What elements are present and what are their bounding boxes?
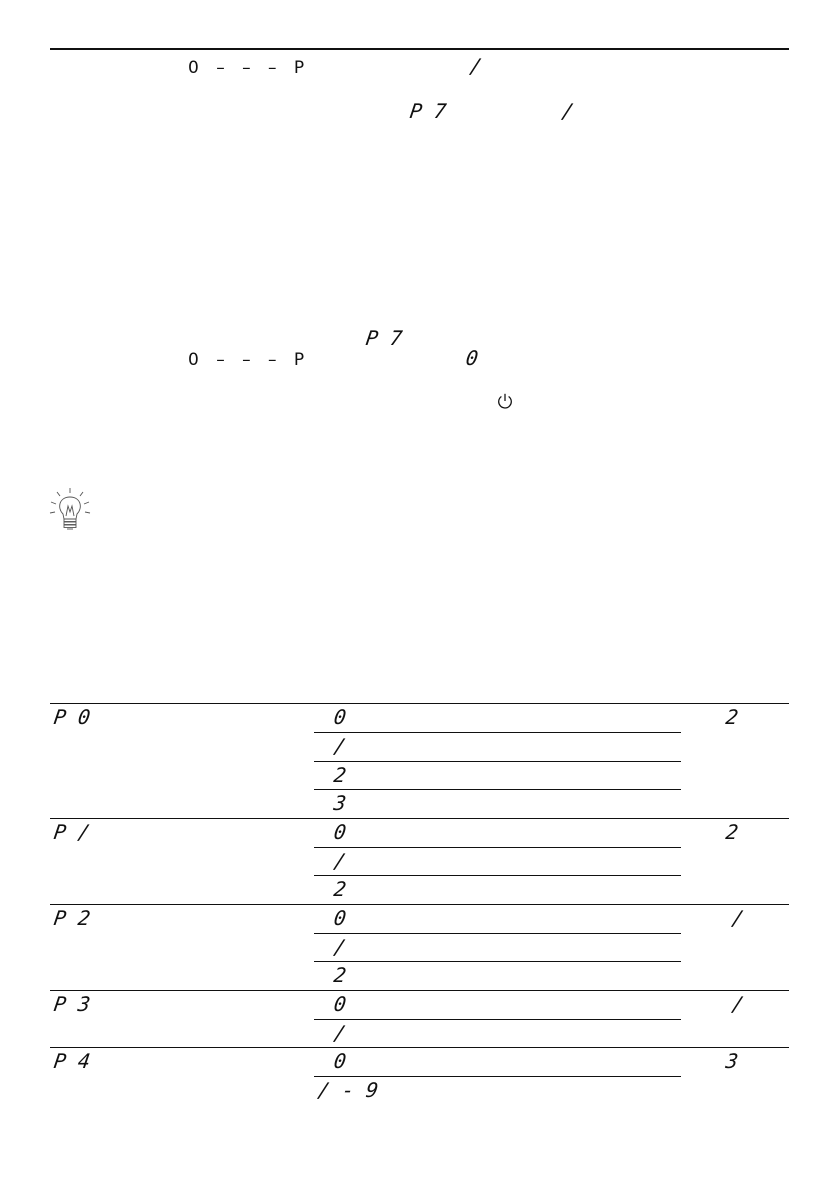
- default-value: 2: [724, 705, 740, 729]
- display-code: P 7: [408, 99, 448, 123]
- table-row-divider: [50, 904, 789, 905]
- option-divider: [314, 961, 681, 962]
- table-row-divider: [50, 1047, 789, 1048]
- default-value: 2: [724, 820, 740, 844]
- row-code: P /: [52, 820, 92, 844]
- option-value: 2: [332, 963, 348, 987]
- display-value: /: [560, 99, 576, 123]
- option-value: /: [332, 1021, 348, 1045]
- default-value: /: [730, 906, 746, 930]
- option-value: 2: [332, 877, 348, 901]
- display-value: /: [468, 54, 484, 78]
- power-icon: [496, 392, 514, 410]
- option-divider: [314, 789, 681, 790]
- row-code: P 0: [52, 705, 92, 729]
- option-value: 0: [332, 705, 348, 729]
- option-value: / - 9: [316, 1078, 380, 1102]
- option-divider: [314, 847, 681, 848]
- option-value: /: [332, 935, 348, 959]
- option-value: /: [332, 734, 348, 758]
- settings-table: [50, 703, 789, 1103]
- option-divider: [314, 732, 681, 733]
- option-value: 3: [332, 791, 348, 815]
- row-code: P 3: [52, 992, 92, 1016]
- option-divider: [314, 933, 681, 934]
- table-row-divider: [50, 990, 789, 991]
- default-value: /: [730, 992, 746, 1016]
- display-value: 0: [464, 346, 480, 370]
- table-row-divider: [50, 818, 789, 819]
- option-value: 0: [332, 820, 348, 844]
- option-divider: [314, 1076, 681, 1077]
- row-code: P 2: [52, 906, 92, 930]
- option-divider: [314, 761, 681, 762]
- option-value: 0: [332, 992, 348, 1016]
- option-value: 0: [332, 1049, 348, 1073]
- option-value: /: [332, 849, 348, 873]
- sequence-text: 0 – – – P: [188, 58, 311, 78]
- display-code: P 7: [364, 326, 404, 350]
- option-divider: [314, 875, 681, 876]
- header-rule: [50, 48, 789, 50]
- option-divider: [314, 1019, 681, 1020]
- row-code: P 4: [52, 1049, 92, 1073]
- table-row-divider: [50, 703, 789, 704]
- lightbulb-icon: [47, 486, 93, 532]
- sequence-text: 0 – – – P: [188, 350, 311, 370]
- option-value: 2: [332, 763, 348, 787]
- default-value: 3: [724, 1049, 740, 1073]
- option-value: 0: [332, 906, 348, 930]
